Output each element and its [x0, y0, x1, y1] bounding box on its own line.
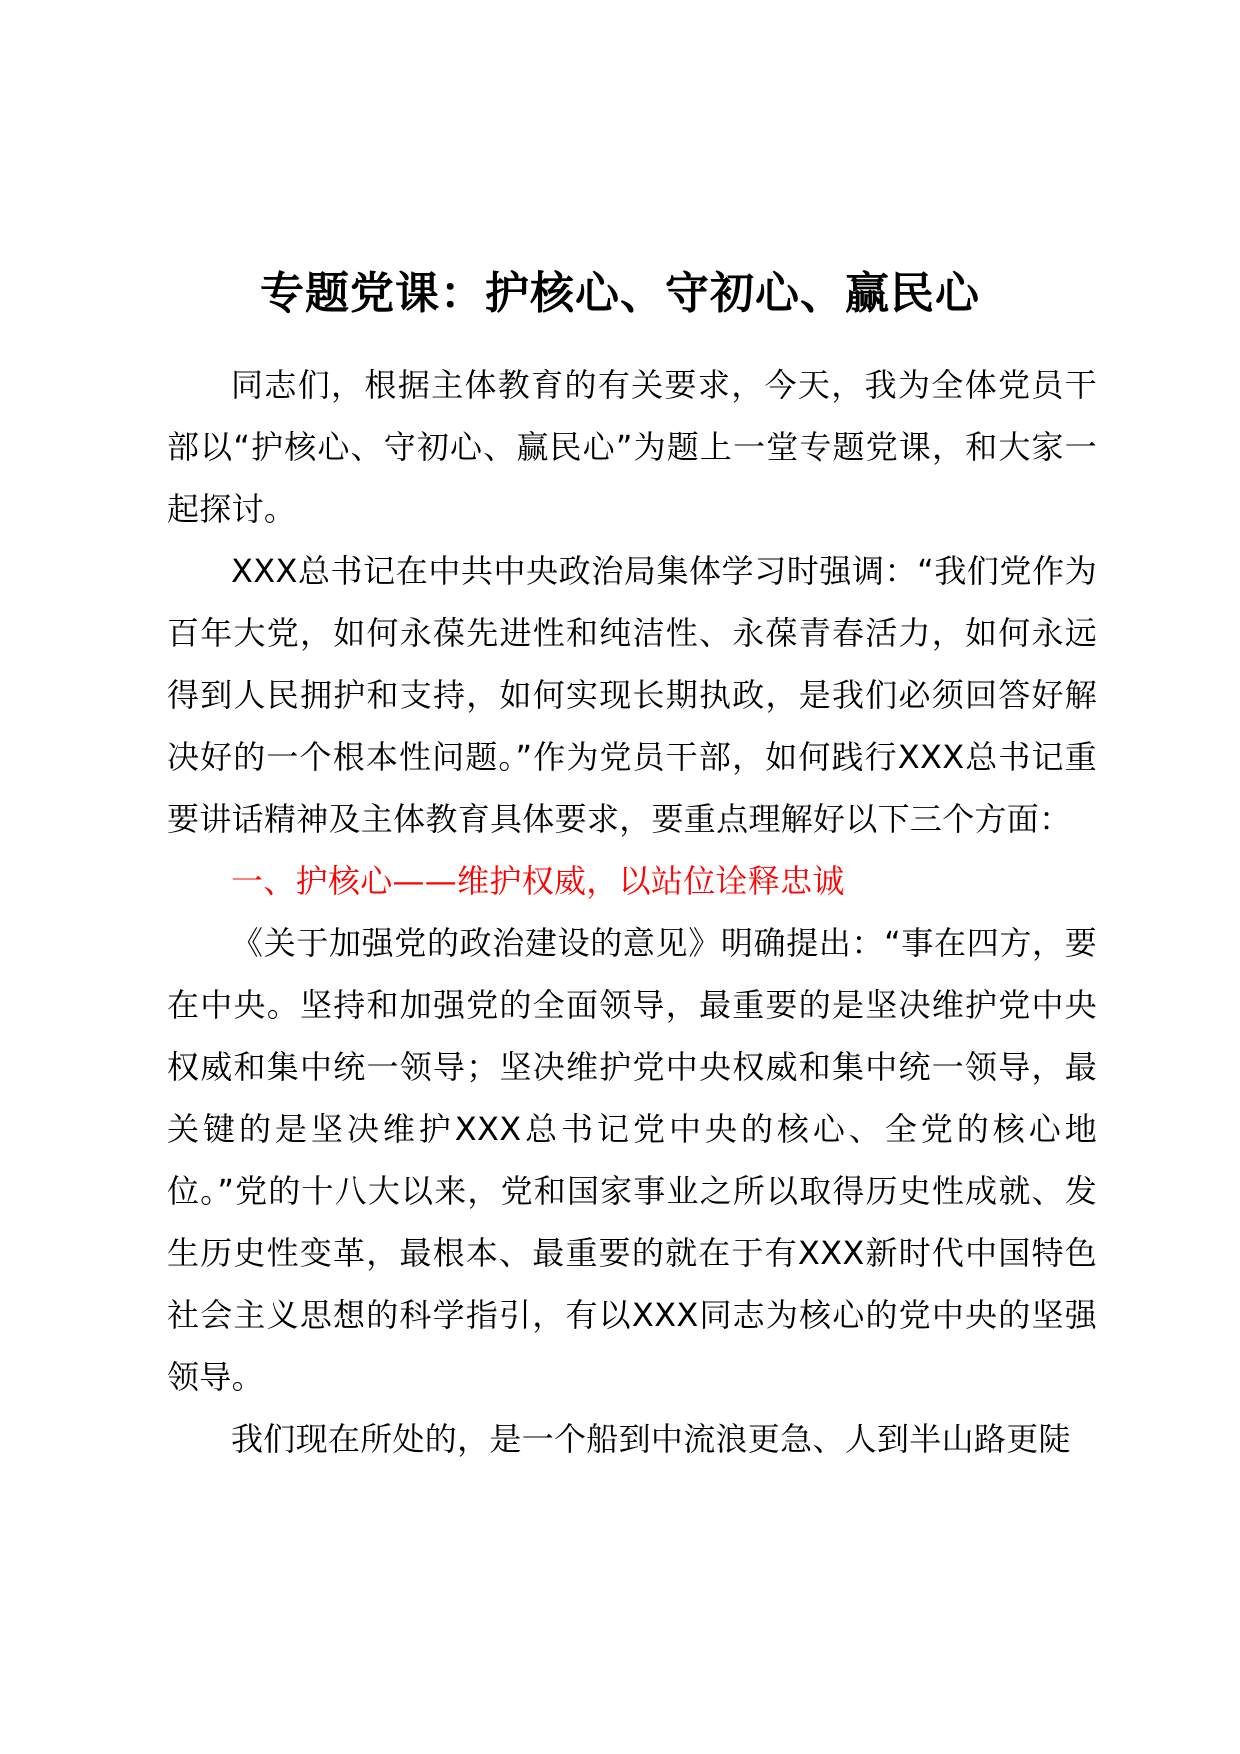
- paragraph-quote: XXX总书记在中共中央政治局集体学习时强调：“我们党作为百年大党，如何永葆先进性和纯洁性、永葆青春活力，如何永远得到人民拥护和支持，如何实现长期执政，是我们必须回答好解决好的一个根本性问题。”作为党员干部，如何践行XXX总书记重要讲话精神及主体教育具体要求，要重点理解好以下三个方面：: [167, 552, 1097, 838]
- document-title: 专题党课：护核心、守初心、赢民心: [260, 268, 980, 319]
- section-heading-1: 一、护核心——维护权威，以站位诠释忠诚: [231, 862, 845, 900]
- paragraph-intro: 同志们，根据主体教育的有关要求，今天，我为全体党员干部以“护核心、守初心、赢民心”为题上一堂专题党课，和大家一起探讨。: [167, 366, 1097, 528]
- paragraph-opinion: 《关于加强党的政治建设的意见》明确提出：“事在四方，要在中央。坚持和加强党的全面领导，最重要的是坚决维护党中央权威和集中统一领导；坚决维护党中央权威和集中统一领导，最关键的是坚决维护XXX总书记党中央的核心、全党的核心地位。”党的十八大以来，党和国家事业之所以取得历史性成就、发生历史性变革，最根本、最重要的就在于有XXX新时代中国特色社会主义思想的科学指引，有以XXX同志为核心的党中央的坚强领导。: [167, 924, 1097, 1396]
- document-body: [167, 354, 1097, 1470]
- paragraph-current: 我们现在所处的，是一个船到中流浪更急、人到半山路更陡: [231, 1420, 1071, 1458]
